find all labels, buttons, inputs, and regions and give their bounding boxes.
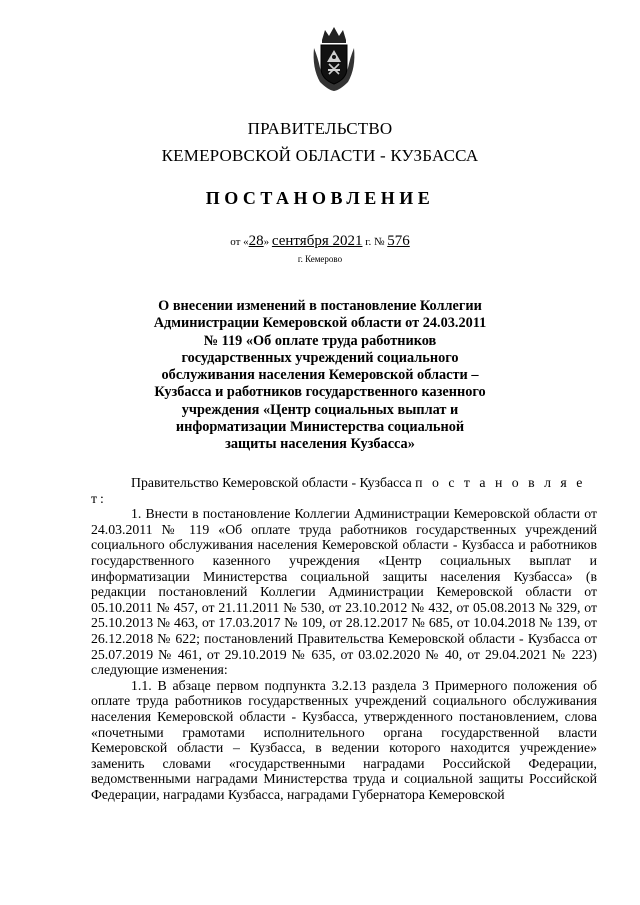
date-prefix: от «	[230, 236, 249, 248]
intro-text: Правительство Кемеровской области - Кузбасса	[131, 475, 412, 490]
paragraph-1-1: 1.1. В абзаце первом подпункта 3.2.13 раздела 3 Примерного положения об оплате труда работников государственных учреждений социального обслуживания населения Кемеровской области - Кузбасса, утвержденного постановлением, слова «почетными грамотами исполнительного органа государственной власти Кемеровской области – Кузбасса, в ведении которого находится учреждение» заменить словами «государственными наградами Российской Федерации, ведомственными наградами Министерства труда и социальной защиты Российской Федерации, наградами Кузбасса, наградами Губернатора Кемеровской	[91, 677, 597, 802]
intro-resolves: п о с т а н о в л я е т:	[91, 475, 586, 506]
date-day: 28	[248, 233, 264, 249]
document-date-number	[0, 233, 640, 250]
document-type-title: ПОСТАНОВЛЕНИЕ	[205, 188, 435, 208]
paragraph-1: 1. Внести в постановление Коллегии Администрации Кемеровской области от 24.03.2011 № 119 «Об оплате труда работников государственных учреждений социального обслуживания населения Кемеровской области - Кузбасса и работников государственного казенного учреждения «Центр социальных выплат и информатизации Министерства социальной защиты населения Кузбасса» (в редакции постановлений Коллегии Администрации Кемеровской области от 05.10.2011 № 457, от 21.11.2011 № 530, от 23.10.2012 № 432, от 05.08.2013 № 329, от 25.10.2013 № 463, от 17.03.2017 № 109, от 28.12.2017 № 685, от 10.04.2018 № 139, от 26.12.2018 № 622; постановлений Правительства Кемеровской области - Кузбасса от 25.07.2019 № 461, от 29.10.2019 № 635, от 03.02.2020 № 40, от 29.04.2021 № 223) следующие изменения:	[91, 506, 597, 678]
government-title-line1: ПРАВИТЕЛЬСТВО	[247, 119, 393, 138]
date-year-suffix: г.	[365, 236, 372, 248]
document-body	[91, 475, 597, 802]
document-number: 576	[387, 233, 410, 249]
date-month-year: сентября 2021	[271, 233, 363, 249]
document-subject: О внесении изменений в постановление Коллегии Администрации Кемеровской области от 24.03.2011 № 119 «Об оплате труда работников государственных учреждений социального обслуживания населения Кемеровской области – Кузбасса и работников государственного казенного учреждения «Центр социальных выплат и информатизации Министерства социальной защиты населения Кузбасса»	[153, 298, 487, 453]
intro-paragraph	[91, 475, 597, 506]
number-sign: №	[374, 236, 385, 248]
coat-of-arms-emblem	[310, 24, 358, 92]
date-mid: »	[263, 236, 270, 248]
document-city: г. Кемерово	[297, 254, 343, 264]
government-title-line2: КЕМЕРОВСКОЙ ОБЛАСТИ - КУЗБАССА	[161, 146, 479, 165]
